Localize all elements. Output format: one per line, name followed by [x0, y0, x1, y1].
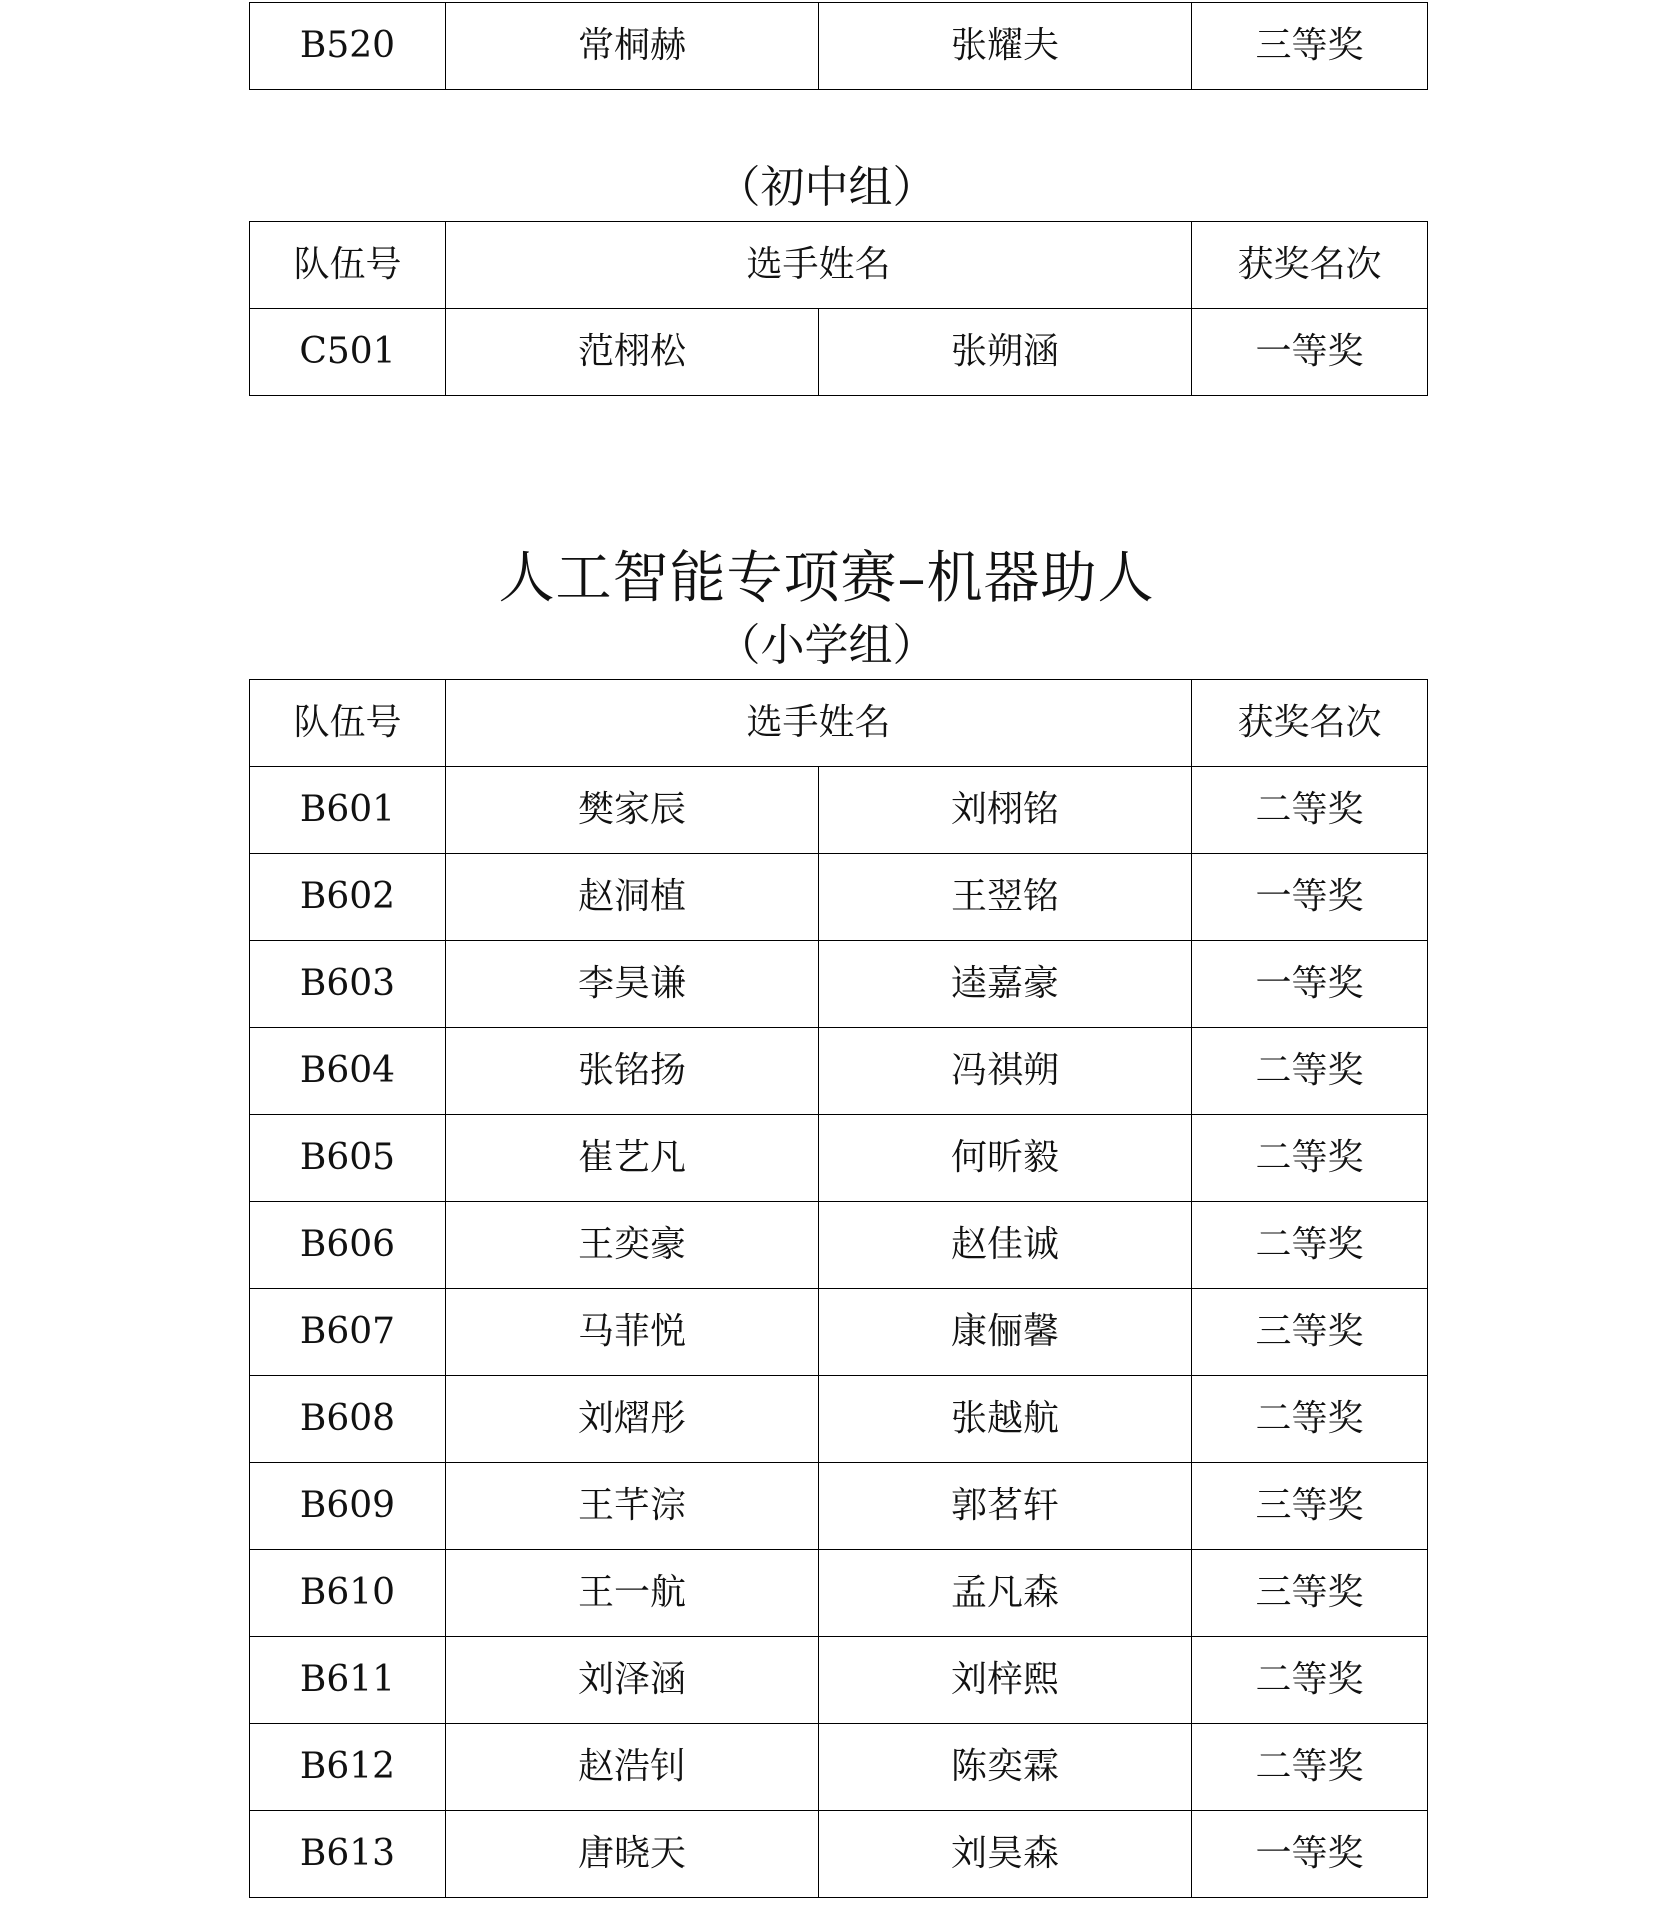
- table-row: [250, 1289, 1428, 1376]
- player-name-cell: 王一航: [446, 1550, 819, 1637]
- team-id-cell: B606: [250, 1202, 446, 1289]
- award-cell: 二等奖: [1192, 1376, 1428, 1463]
- player-name-cell: 李昊谦: [446, 941, 819, 1028]
- player-name-cell: 张耀夫: [819, 3, 1192, 90]
- table-row: [250, 1376, 1428, 1463]
- player-name-cell: 张朔涵: [819, 309, 1192, 396]
- table-row: [250, 1202, 1428, 1289]
- player-name-cell: 赵浩钊: [446, 1724, 819, 1811]
- player-name-cell: 唐晓天: [446, 1811, 819, 1898]
- award-cell: 三等奖: [1192, 3, 1428, 90]
- table-header-row: [250, 680, 1428, 767]
- team-id-cell: B609: [250, 1463, 446, 1550]
- award-cell: 二等奖: [1192, 1028, 1428, 1115]
- team-id-cell: B607: [250, 1289, 446, 1376]
- top-award-table: [249, 2, 1428, 90]
- section-title: 人工智能专项赛–机器助人: [498, 546, 1155, 611]
- player-name-cell: 崔艺凡: [446, 1115, 819, 1202]
- table-row: [250, 309, 1428, 396]
- player-name-cell: 刘熠彤: [446, 1376, 819, 1463]
- table-row: [250, 854, 1428, 941]
- player-name-cell: 范栩松: [446, 309, 819, 396]
- award-cell: 二等奖: [1192, 767, 1428, 854]
- team-id-cell: B613: [250, 1811, 446, 1898]
- table-row: [250, 1637, 1428, 1724]
- award-cell: 一等奖: [1192, 941, 1428, 1028]
- award-cell: 二等奖: [1192, 1115, 1428, 1202]
- award-cell: 三等奖: [1192, 1463, 1428, 1550]
- player-name-cell: 王翌铭: [819, 854, 1192, 941]
- team-id-cell: B601: [250, 767, 446, 854]
- team-id-cell: B520: [250, 3, 446, 90]
- header-award: 获奖名次: [1192, 222, 1428, 309]
- team-id-cell: C501: [250, 309, 446, 396]
- player-name-cell: 刘泽涵: [446, 1637, 819, 1724]
- player-name-cell: 逵嘉豪: [819, 941, 1192, 1028]
- award-cell: 三等奖: [1192, 1289, 1428, 1376]
- award-cell: 二等奖: [1192, 1202, 1428, 1289]
- header-player-names: 选手姓名: [446, 222, 1192, 309]
- table-row: [250, 767, 1428, 854]
- player-name-cell: 冯祺朔: [819, 1028, 1192, 1115]
- table-row: [250, 1028, 1428, 1115]
- header-award: 获奖名次: [1192, 680, 1428, 767]
- award-cell: 二等奖: [1192, 1724, 1428, 1811]
- junior-award-table: [249, 221, 1428, 396]
- table-row: [250, 3, 1428, 90]
- table-row: [250, 941, 1428, 1028]
- team-id-cell: B604: [250, 1028, 446, 1115]
- player-name-cell: 何昕毅: [819, 1115, 1192, 1202]
- table-row: [250, 1811, 1428, 1898]
- team-id-cell: B612: [250, 1724, 446, 1811]
- player-name-cell: 常桐赫: [446, 3, 819, 90]
- primary-group-heading: （小学组）: [716, 620, 937, 671]
- award-cell: 三等奖: [1192, 1550, 1428, 1637]
- player-name-cell: 陈奕霖: [819, 1724, 1192, 1811]
- award-cell: 二等奖: [1192, 1637, 1428, 1724]
- junior-group-heading: （初中组）: [716, 162, 937, 213]
- team-id-cell: B611: [250, 1637, 446, 1724]
- team-id-cell: B603: [250, 941, 446, 1028]
- table-row: [250, 1550, 1428, 1637]
- player-name-cell: 张铭扬: [446, 1028, 819, 1115]
- player-name-cell: 刘栩铭: [819, 767, 1192, 854]
- team-id-cell: B610: [250, 1550, 446, 1637]
- table-row: [250, 1724, 1428, 1811]
- award-cell: 一等奖: [1192, 1811, 1428, 1898]
- header-team-id: 队伍号: [250, 222, 446, 309]
- player-name-cell: 马菲悦: [446, 1289, 819, 1376]
- team-id-cell: B602: [250, 854, 446, 941]
- header-player-names: 选手姓名: [446, 680, 1192, 767]
- player-name-cell: 赵洞植: [446, 854, 819, 941]
- team-id-cell: B608: [250, 1376, 446, 1463]
- player-name-cell: 康俪馨: [819, 1289, 1192, 1376]
- table-header-row: [250, 222, 1428, 309]
- player-name-cell: 刘梓熙: [819, 1637, 1192, 1724]
- player-name-cell: 王芊淙: [446, 1463, 819, 1550]
- header-team-id: 队伍号: [250, 680, 446, 767]
- player-name-cell: 赵佳诚: [819, 1202, 1192, 1289]
- team-id-cell: B605: [250, 1115, 446, 1202]
- table-row: [250, 1463, 1428, 1550]
- player-name-cell: 刘昊森: [819, 1811, 1192, 1898]
- player-name-cell: 张越航: [819, 1376, 1192, 1463]
- player-name-cell: 樊家辰: [446, 767, 819, 854]
- award-cell: 一等奖: [1192, 854, 1428, 941]
- primary-award-table: [249, 679, 1428, 1898]
- table-row: [250, 1115, 1428, 1202]
- player-name-cell: 郭茗轩: [819, 1463, 1192, 1550]
- player-name-cell: 王奕豪: [446, 1202, 819, 1289]
- award-cell: 一等奖: [1192, 309, 1428, 396]
- player-name-cell: 孟凡森: [819, 1550, 1192, 1637]
